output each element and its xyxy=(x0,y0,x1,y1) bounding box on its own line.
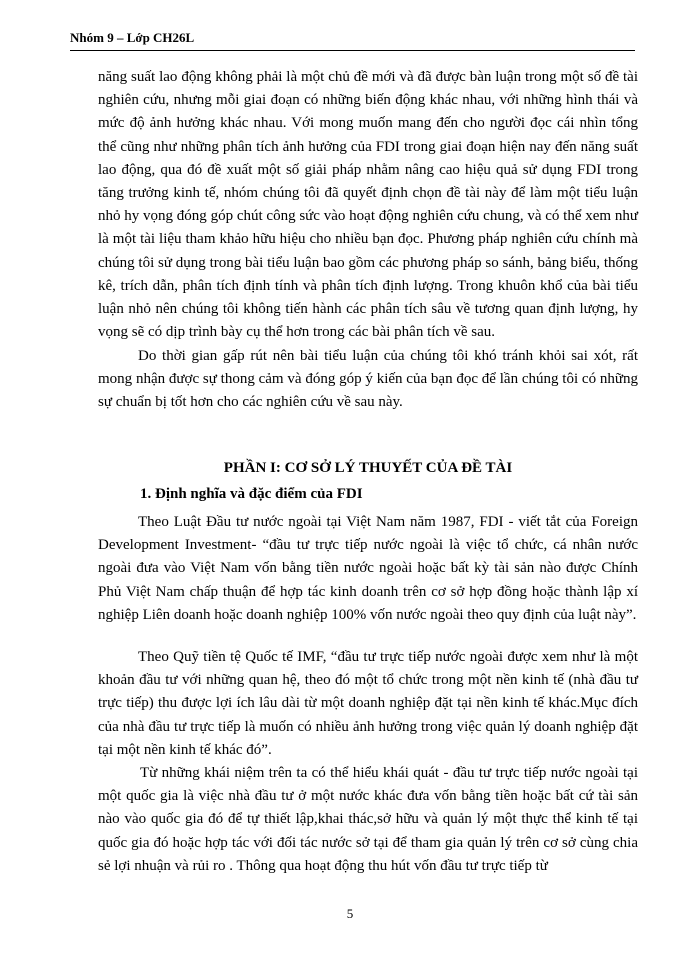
subsection-heading: 1. Định nghĩa và đặc điểm của FDI xyxy=(140,486,363,502)
paragraph-general-definition: Từ những khái niệm trên ta có thể hiểu khái quát - đầu tư trực tiếp nước ngoài tại một quốc gia là việc nhà đầu tư ở một nước khác đưa vốn bằng tiền hoặc bất cứ tài sản nào vào quốc gia đó để tự thiết lập,khai thác,sở hữu và quản lý một thực thể kinh tế tại quốc gia đó hoặc hợp tác với đối tác nước sở tại để tham gia quản lý trên cơ sở cùng chia sẻ lợi nhuận và rủi ro . Thông qua hoạt động thu hút vốn đầu tư trực tiếp từ xyxy=(98,765,638,874)
paragraph-definition-imf: Theo Quỹ tiền tệ Quốc tế IMF, “đầu tư trực tiếp nước ngoài được xem như là một khoản đầu tư với những quan hệ, theo đó một tổ chức trong một nền kinh tế (nhà đầu tư trực tiếp) thu được lợi ích lâu dài từ một doanh nghiệp đặt tại nền kinh tế khác.Mục đích của nhà đầu tư trực tiếp là muốn có nhiều ảnh hưởng trong việc quản lý doanh nghiệp đặt tại một nền kinh tế khác đó”. xyxy=(98,649,638,758)
paragraph-definition-law: Theo Luật Đầu tư nước ngoài tại Việt Nam năm 1987, FDI - viết tắt của Foreign Development Investment- “đầu tư trực tiếp nước ngoài là việc tổ chức, cá nhân nước ngoài đưa vào Việt Nam vốn bằng tiền nước ngoài hoặc bất kỳ tài sản nào được Chính Phủ Việt Nam chấp thuận để hợp tác kinh doanh trên cơ sở hợp đồng hoặc thành lập xí nghiệp Liên doanh hoặc doanh nghiệp 100% vốn nước ngoài theo quy định của luật này”. xyxy=(98,514,638,623)
paragraph-intro-continued: năng suất lao động không phải là một chủ đề mới và đã được bàn luận trong một số đề tài nghiên cứu, nhưng mỗi giai đoạn có những biến động khác nhau, với những hình thái và mức độ ảnh hưởng khác nhau. Với mong muốn mang đến cho người đọc cái nhìn tổng thể cũng như những phân tích ảnh hưởng của FDI trong giai đoạn hiện nay đến năng suất lao động, qua đó đề xuất một số giải pháp nhằm nâng cao hiệu quả sử dụng FDI trong tăng trưởng kinh tế, nhóm chúng tôi đã quyết định chọn đề tài này để làm một tiểu luận nhỏ hy vọng đóng góp chút công sức vào hoạt động nghiên cứu chung, và có thể xem như là một tài liệu tham khảo hữu hiệu cho nhiều bạn đọc. Phương pháp nghiên cứu chính mà chúng tôi sử dụng trong bài tiểu luận bao gồm các phương pháp so sánh, bảng biểu, thống kê, trích dẫn, phân tích định tính và phân tích định lượng. Trong khuôn khổ của bài tiểu luận nhỏ nên chúng tôi không tiến hành các phân tích sâu về tương quan định lượng, hy vọng sẽ có dịp trình bày cụ thể hơn trong các bài phân tích về sau. xyxy=(98,69,638,341)
section-heading: PHẦN I: CƠ SỞ LÝ THUYẾT CỦA ĐỀ TÀI xyxy=(223,460,513,476)
page-number: 5 xyxy=(346,906,354,921)
paragraph-apology: Do thời gian gấp rút nên bài tiểu luận của chúng tôi khó tránh khỏi sai xót, rất mong nhận được sự thong cảm và đóng góp ý kiến của bạn đọc để lần chúng tôi có những sự chuẩn bị tốt hơn cho các nghiên cứu về sau này. xyxy=(98,348,638,411)
running-header: Nhóm 9 – Lớp CH26L xyxy=(70,30,195,45)
header-divider xyxy=(70,50,635,51)
